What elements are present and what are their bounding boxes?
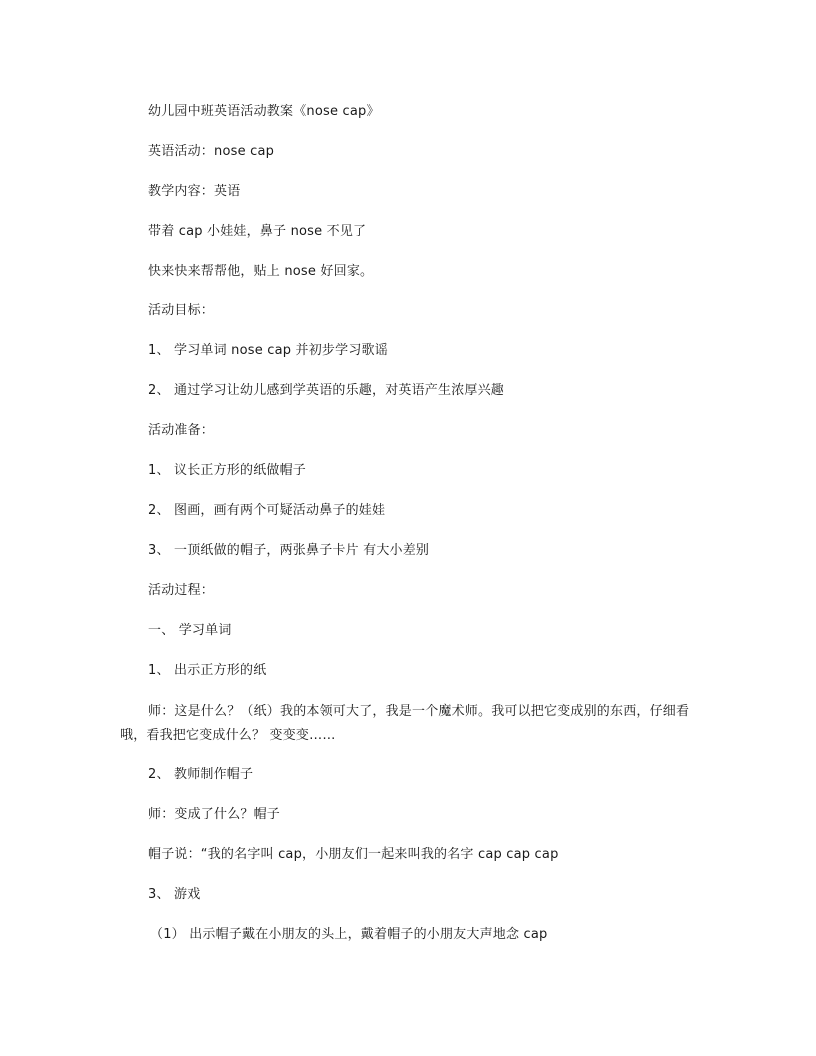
document-title: 幼儿园中班英语活动教案《nose cap》 bbox=[148, 104, 380, 119]
section-heading-process: 活动过程： bbox=[148, 583, 215, 598]
teacher-dialogue-1: 师：这是什么？（纸）我的本领可大了，我是一个魔术师。我可以把它变成别的东西，仔细看哦，看我把它变成什么？ 变变变…… bbox=[120, 704, 690, 743]
teacher-dialogue-2: 师：变成了什么？帽子 bbox=[148, 807, 281, 822]
section-heading-goals: 活动目标： bbox=[148, 303, 215, 318]
process-substep-3: 3、 游戏 bbox=[148, 887, 201, 902]
game-step-1: （1） 出示帽子戴在小朋友的头上，戴着帽子的小朋友大声地念 cap bbox=[150, 927, 548, 942]
rhyme-line-2: 快来快来帮帮他，贴上 nose 好回家。 bbox=[148, 264, 374, 279]
process-step-1: 一、 学习单词 bbox=[148, 623, 232, 638]
activity-name: 英语活动：nose cap bbox=[148, 144, 275, 159]
section-heading-preparation: 活动准备： bbox=[148, 423, 215, 438]
rhyme-line-1: 带着 cap 小娃娃，鼻子 nose 不见了 bbox=[148, 224, 367, 239]
goal-item-1: 1、 学习单词 nose cap 并初步学习歌谣 bbox=[148, 343, 388, 358]
hat-dialogue: 帽子说：“我的名字叫 cap，小朋友们一起来叫我的名字 cap cap cap bbox=[148, 847, 559, 862]
preparation-item-1: 1、 议长正方形的纸做帽子 bbox=[148, 463, 307, 478]
preparation-item-3: 3、 一顶纸做的帽子，两张鼻子卡片 有大小差别 bbox=[148, 543, 430, 558]
preparation-item-2: 2、 图画，画有两个可疑活动鼻子的娃娃 bbox=[148, 503, 386, 518]
process-substep-1: 1、 出示正方形的纸 bbox=[148, 663, 267, 678]
goal-item-2: 2、 通过学习让幼儿感到学英语的乐趣，对英语产生浓厚兴趣 bbox=[148, 383, 505, 398]
teaching-content: 教学内容：英语 bbox=[148, 184, 241, 199]
process-substep-2: 2、 教师制作帽子 bbox=[148, 767, 254, 782]
